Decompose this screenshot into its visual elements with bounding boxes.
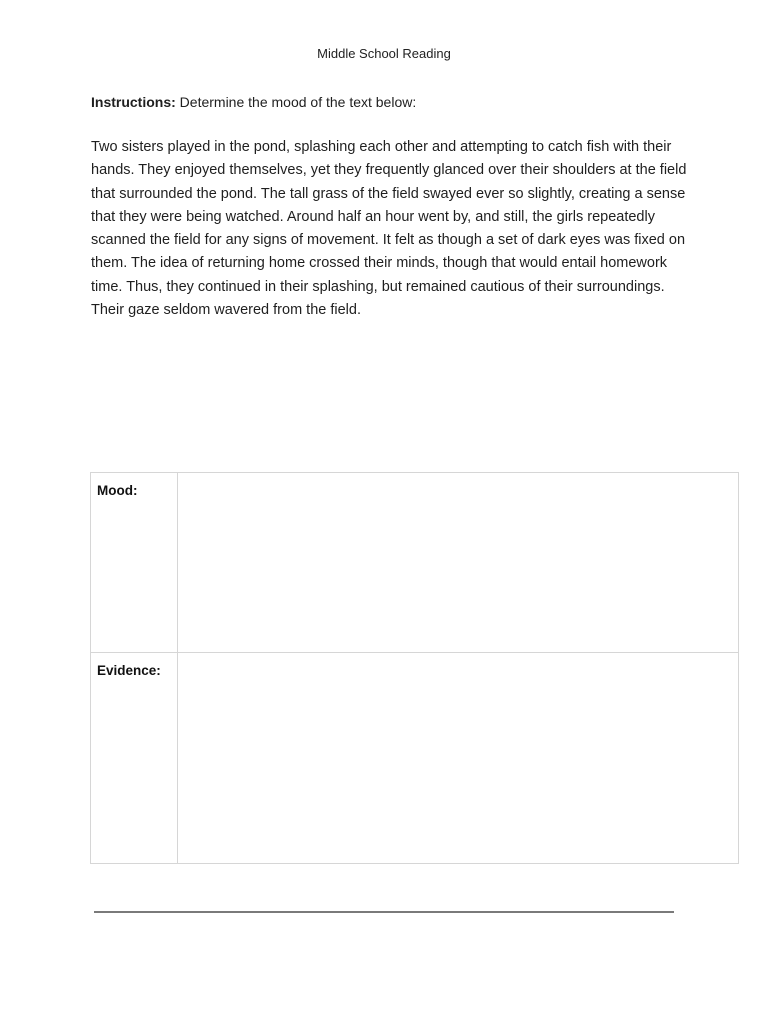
instructions-text: Determine the mood of the text below: bbox=[179, 94, 417, 110]
answer-line bbox=[94, 911, 674, 913]
evidence-label: Evidence: bbox=[91, 653, 178, 864]
instructions bbox=[91, 94, 691, 110]
page-title: Middle School Reading bbox=[317, 46, 451, 61]
mood-answer-cell[interactable] bbox=[178, 473, 739, 653]
mood-label: Mood: bbox=[91, 473, 178, 653]
evidence-row bbox=[91, 653, 739, 864]
reading-passage: Two sisters played in the pond, splashing each other and attempting to catch fish with their hands. They enjoyed themselves, yet they frequently glanced over their shoulders at the field that surrounded the pond. The tall grass of the field swayed ever so slightly, creating a sense that they were being watched. Around half an hour went by, and still, the girls repeatedly scanned the field for any signs of movement. It felt as though a set of dark eyes was fixed on them. The idea of returning home crossed their minds, though that would entail homework time. Thus, they continued in their splashing, but remained cautious of their surroundings. Their gaze seldom wavered from the field. bbox=[91, 139, 687, 319]
instructions-label: Instructions: bbox=[91, 94, 176, 110]
mood-row bbox=[91, 473, 739, 653]
evidence-answer-cell[interactable] bbox=[178, 653, 739, 864]
response-table bbox=[90, 472, 739, 864]
